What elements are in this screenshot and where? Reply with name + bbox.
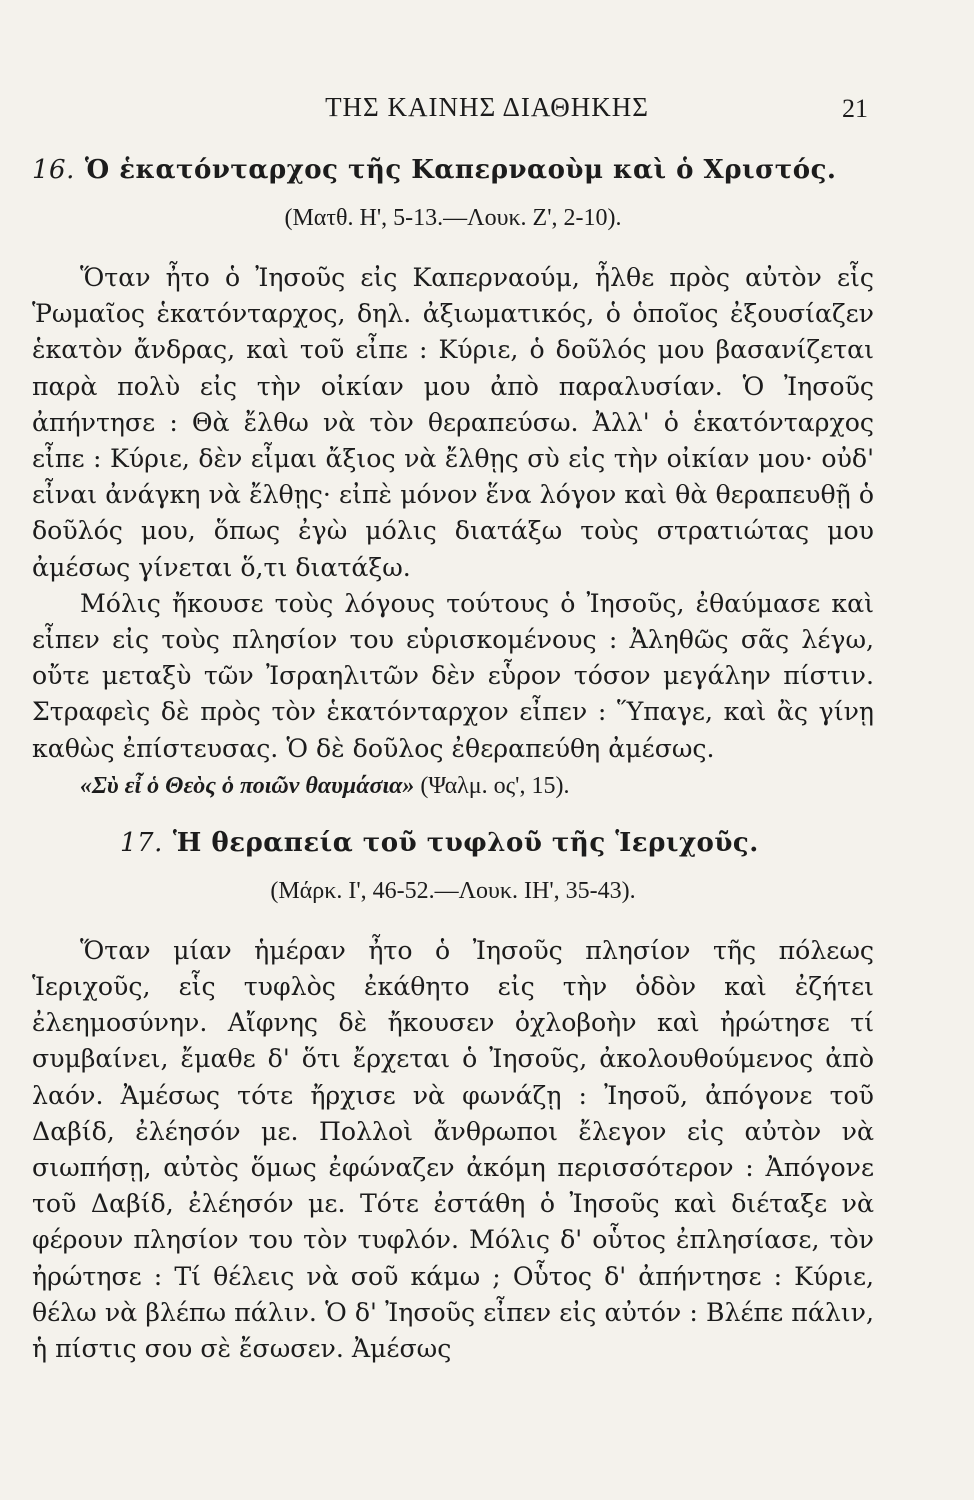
psalm-quote	[32, 767, 874, 805]
section-number: 16.	[32, 155, 75, 185]
section-title: Ἡ θεραπεία τοῦ τυφλοῦ τῆς Ἱεριχοῦς.	[172, 827, 759, 858]
scripture-reference: (Ματθ. Η', 5-13.—Λουκ. Ζ', 2-10).	[284, 205, 622, 231]
section-heading	[32, 150, 874, 190]
running-head	[0, 92, 974, 132]
section-number: 17.	[120, 827, 163, 858]
section-title: Ὁ ἑκατόνταρχος τῆς Καπερναοὺμ καὶ ὁ Χριστός.	[84, 155, 837, 185]
paragraph: Ὅταν ἦτο ὁ Ἰησοῦς εἰς Καπερναούμ, ἦλθε πρὸς αὐτὸν εἷς Ῥωμαῖος ἑκατόνταρχος, δηλ. ἀξιωματικός, ὁ ὁποῖος ἐξουσίαζεν ἑκατὸν ἄνδρας, καὶ τοῦ εἶπε : Κύριε, ὁ δοῦλός μου βασανίζεται παρὰ πολὺ εἰς τὴν οἰκίαν μου ἀπὸ παραλυσίαν. Ὁ Ἰησοῦς ἀπήντησε : Θὰ ἔλθω νὰ τὸν θεραπεύσω. Ἀλλ' ὁ ἑκατόνταρχος εἶπε : Κύριε, δὲν εἶμαι ἄξιος νὰ ἔλθῃς σὺ εἰς τὴν οἰκίαν μου· οὐδ' εἶναι ἀνάγκη νὰ ἔλθῃς· εἰπὲ μόνον ἕνα λόγον καὶ θὰ θεραπευθῇ ὁ δοῦλός μου, ὅπως ἐγὼ μόλις διατάξω τοὺς στρατιώτας μου ἀμέσως γίνεται ὅ,τι διατάξω.	[32, 263, 874, 582]
running-title: ΤΗΣ ΚΑΙΝΗΣ ΔΙΑΘΗΚΗΣ	[325, 92, 649, 122]
paragraph: Μόλις ἤκουσε τοὺς λόγους τούτους ὁ Ἰησοῦς, ἐθαύμασε καὶ εἶπεν εἰς τοὺς πλησίον του εὑρισκομένους : Ἀληθῶς σᾶς λέγω, οὔτε μεταξὺ τῶν Ἰσραηλιτῶν δὲν εὗρον τόσον μεγάλην πίστιν. Στραφεὶς δὲ πρὸς τὸν ἑκατόνταρχον εἶπεν : Ὕπαγε, καὶ ἂς γίνῃ καθὼς ἐπίστευσας. Ὁ δὲ δοῦλος ἐθεραπεύθη ἀμέσως.	[32, 588, 874, 763]
scripture-reference: (Μάρκ. Ι', 46-52.—Λουκ. ΙΗ', 35-43).	[270, 877, 636, 904]
quote-source: (Ψαλμ. ος', 15).	[420, 772, 570, 799]
quote-text: «Σὺ εἶ ὁ Θεὸς ὁ ποιῶν θαυμάσια»	[80, 772, 415, 799]
section-gap	[32, 805, 874, 823]
paragraph: Ὅταν μίαν ἡμέραν ἦτο ὁ Ἰησοῦς πλησίον τῆς πόλεως Ἱεριχοῦς, εἷς τυφλὸς ἐκάθητο εἰς τὴν ὁδὸν καὶ ἐζήτει ἐλεημοσύνην. Αἴφνης δὲ ἤκουσεν ὀχλοβοὴν καὶ ἠρώτησε τί συμβαίνει, ἔμαθε δ' ὅτι ἔρχεται ὁ Ἰησοῦς, ἀκολουθούμενος ἀπὸ λαόν. Ἀμέσως τότε ἤρχισε νὰ φωνάζῃ : Ἰησοῦ, ἀπόγονε τοῦ Δαβίδ, ἐλέησόν με. Πολλοὶ ἄνθρωποι ἔλεγον εἰς αὐτὸν νὰ σιωπήσῃ, αὐτὸς ὅμως ἐφώναζεν ἀκόμη περισσότερον : Ἀπόγονε τοῦ Δαβίδ, ἐλέησόν με. Τότε ἐστάθη ὁ Ἰησοῦς καὶ διέταξε νὰ φέρουν πλησίον του τὸν τυφλόν. Μόλις δ' οὗτος ἐπλησίασε, τὸν ἠρώτησε : Τί θέλεις νὰ σοῦ κάμω ; Οὗτος δ' ἀπήντησε : Κύριε, θέλω νὰ βλέπω πάλιν. Ὁ δ' Ἰησοῦς εἶπεν εἰς αὐτόν : Βλέπε πάλιν, ἡ πίστις σου σὲ ἔσωσεν. Ἀμέσως	[32, 935, 874, 1364]
page-content	[32, 150, 874, 1367]
page-number: 21	[842, 94, 868, 123]
section-heading	[32, 823, 874, 863]
